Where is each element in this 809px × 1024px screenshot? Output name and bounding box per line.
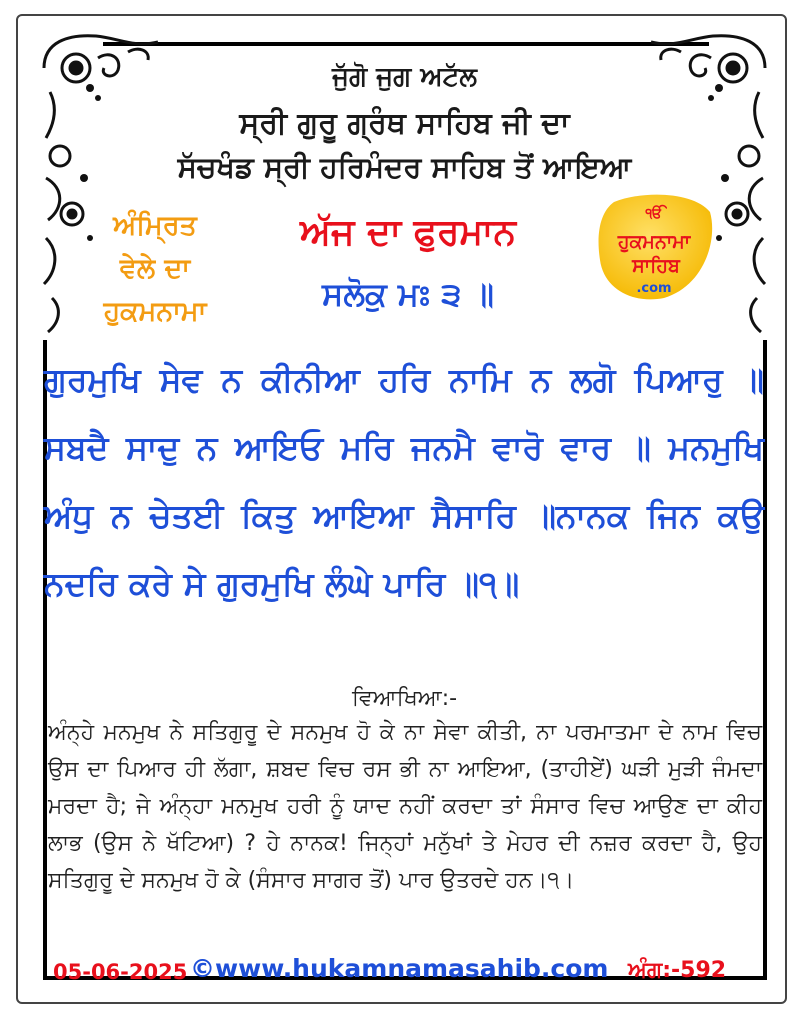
salok-heading: ਸਲੋਕੁ ਮਃ ੩ ॥ bbox=[322, 275, 494, 313]
amrit-line-2: ਵੇਲੇ ਦਾ bbox=[119, 253, 191, 284]
amrit-line-3: ਹੁਕਮਨਾਮਾ bbox=[103, 296, 207, 327]
page-title: ਅੱਜ ਦਾ ਫੁਰਮਾਨ bbox=[300, 212, 516, 253]
logo-khanda: ੴ bbox=[645, 206, 663, 222]
vyakhya-title: ਵਿਆਖਿਆ:- bbox=[351, 686, 458, 711]
date-label: 05-06-2025 bbox=[53, 960, 188, 984]
website-link[interactable]: ©www.hukamnamasahib.com bbox=[190, 954, 609, 983]
header-line-2: ਸ੍ਰੀ ਗੁਰੂ ਗ੍ਰੰਥ ਸਾਹਿਬ ਜੀ ਦਾ bbox=[239, 106, 570, 141]
header-line-3: ਸੱਚਖੰਡ ਸ੍ਰੀ ਹਰਿਮੰਦਰ ਸਾਹਿਬ ਤੋਂ ਆਇਆ bbox=[177, 150, 632, 184]
logo-line-3: .com bbox=[636, 281, 672, 296]
logo-line-2: ਸਾਹਿਬ bbox=[632, 255, 680, 277]
frame-top-line bbox=[103, 42, 709, 46]
logo-line-1: ਹੁਕਮਨਾਮਾ bbox=[617, 231, 691, 253]
amrit-line-1: ਅੰਮ੍ਰਿਤ bbox=[113, 210, 197, 241]
hukamnama-sahib-logo bbox=[594, 190, 716, 302]
amrit-vele-label bbox=[60, 204, 250, 333]
gurbani-text: ਗੁਰਮੁਖਿ ਸੇਵ ਨ ਕੀਨੀਆ ਹਰਿ ਨਾਮਿ ਨ ਲਗੋ ਪਿਆਰੁ ॥ ਸਬਦੈ ਸਾਦੁ ਨ ਆਇਓ ਮਰਿ ਜਨਮੈ ਵਾਰੋ ਵਾਰ ॥ ਮਨਮੁਖਿ ਅੰਧੁ ਨ ਚੇਤਈ ਕਿਤੁ ਆਇਆ ਸੈਸਾਰਿ ॥ਨਾਨਕ ਜਿਨ ਕਉ ਨਦਰਿ ਕਰੇ ਸੇ ਗੁਰਮੁਖਿ ਲੰਘੇ ਪਾਰਿ ॥੧॥ bbox=[44, 360, 764, 603]
vyakhya-text: ਅੰਨ੍ਹੇ ਮਨਮੁਖ ਨੇ ਸਤਿਗੁਰੂ ਦੇ ਸਨਮੁਖ ਹੋ ਕੇ ਨਾ ਸੇਵਾ ਕੀਤੀ, ਨਾ ਪਰਮਾਤਮਾ ਦੇ ਨਾਮ ਵਿਚ ਉਸ ਦਾ ਪਿਆਰ ਹੀ ਲੱਗਾ, ਸ਼ਬਦ ਵਿਚ ਰਸ ਭੀ ਨਾ ਆਇਆ, (ਤਾਹੀਏਂ) ਘੜੀ ਮੁੜੀ ਜੰਮਦਾ ਮਰਦਾ ਹੈ; ਜੇ ਅੰਨ੍ਹਾ ਮਨਮੁਖ ਹਰੀ ਨੂੰ ਯਾਦ ਨਹੀਂ ਕਰਦਾ ਤਾਂ ਸੰਸਾਰ ਵਿਚ ਆਉਣ ਦਾ ਕੀਹ ਲਾਭ (ਉਸ ਨੇ ਖੱਟਿਆ) ? ਹੇ ਨਾਨਕ! ਜਿਨ੍ਹਾਂ ਮਨੁੱਖਾਂ ਤੇ ਮੇਹਰ ਦੀ ਨਜ਼ਰ ਕਰਦਾ ਹੈ, ਉਹ ਸਤਿਗੁਰੂ ਦੇ ਸਨਮੁਖ ਹੋ ਕੇ (ਸੰਸਾਰ ਸਾਗਰ ਤੋਂ) ਪਾਰ ਉਤਰਦੇ ਹਨ।੧। bbox=[48, 720, 762, 893]
header-line-1: ਜੁੱਗੋ ਜੁਗ ਅਟੱਲ bbox=[332, 62, 477, 92]
ang-label: ਅੰਗ:-592 bbox=[628, 958, 727, 983]
